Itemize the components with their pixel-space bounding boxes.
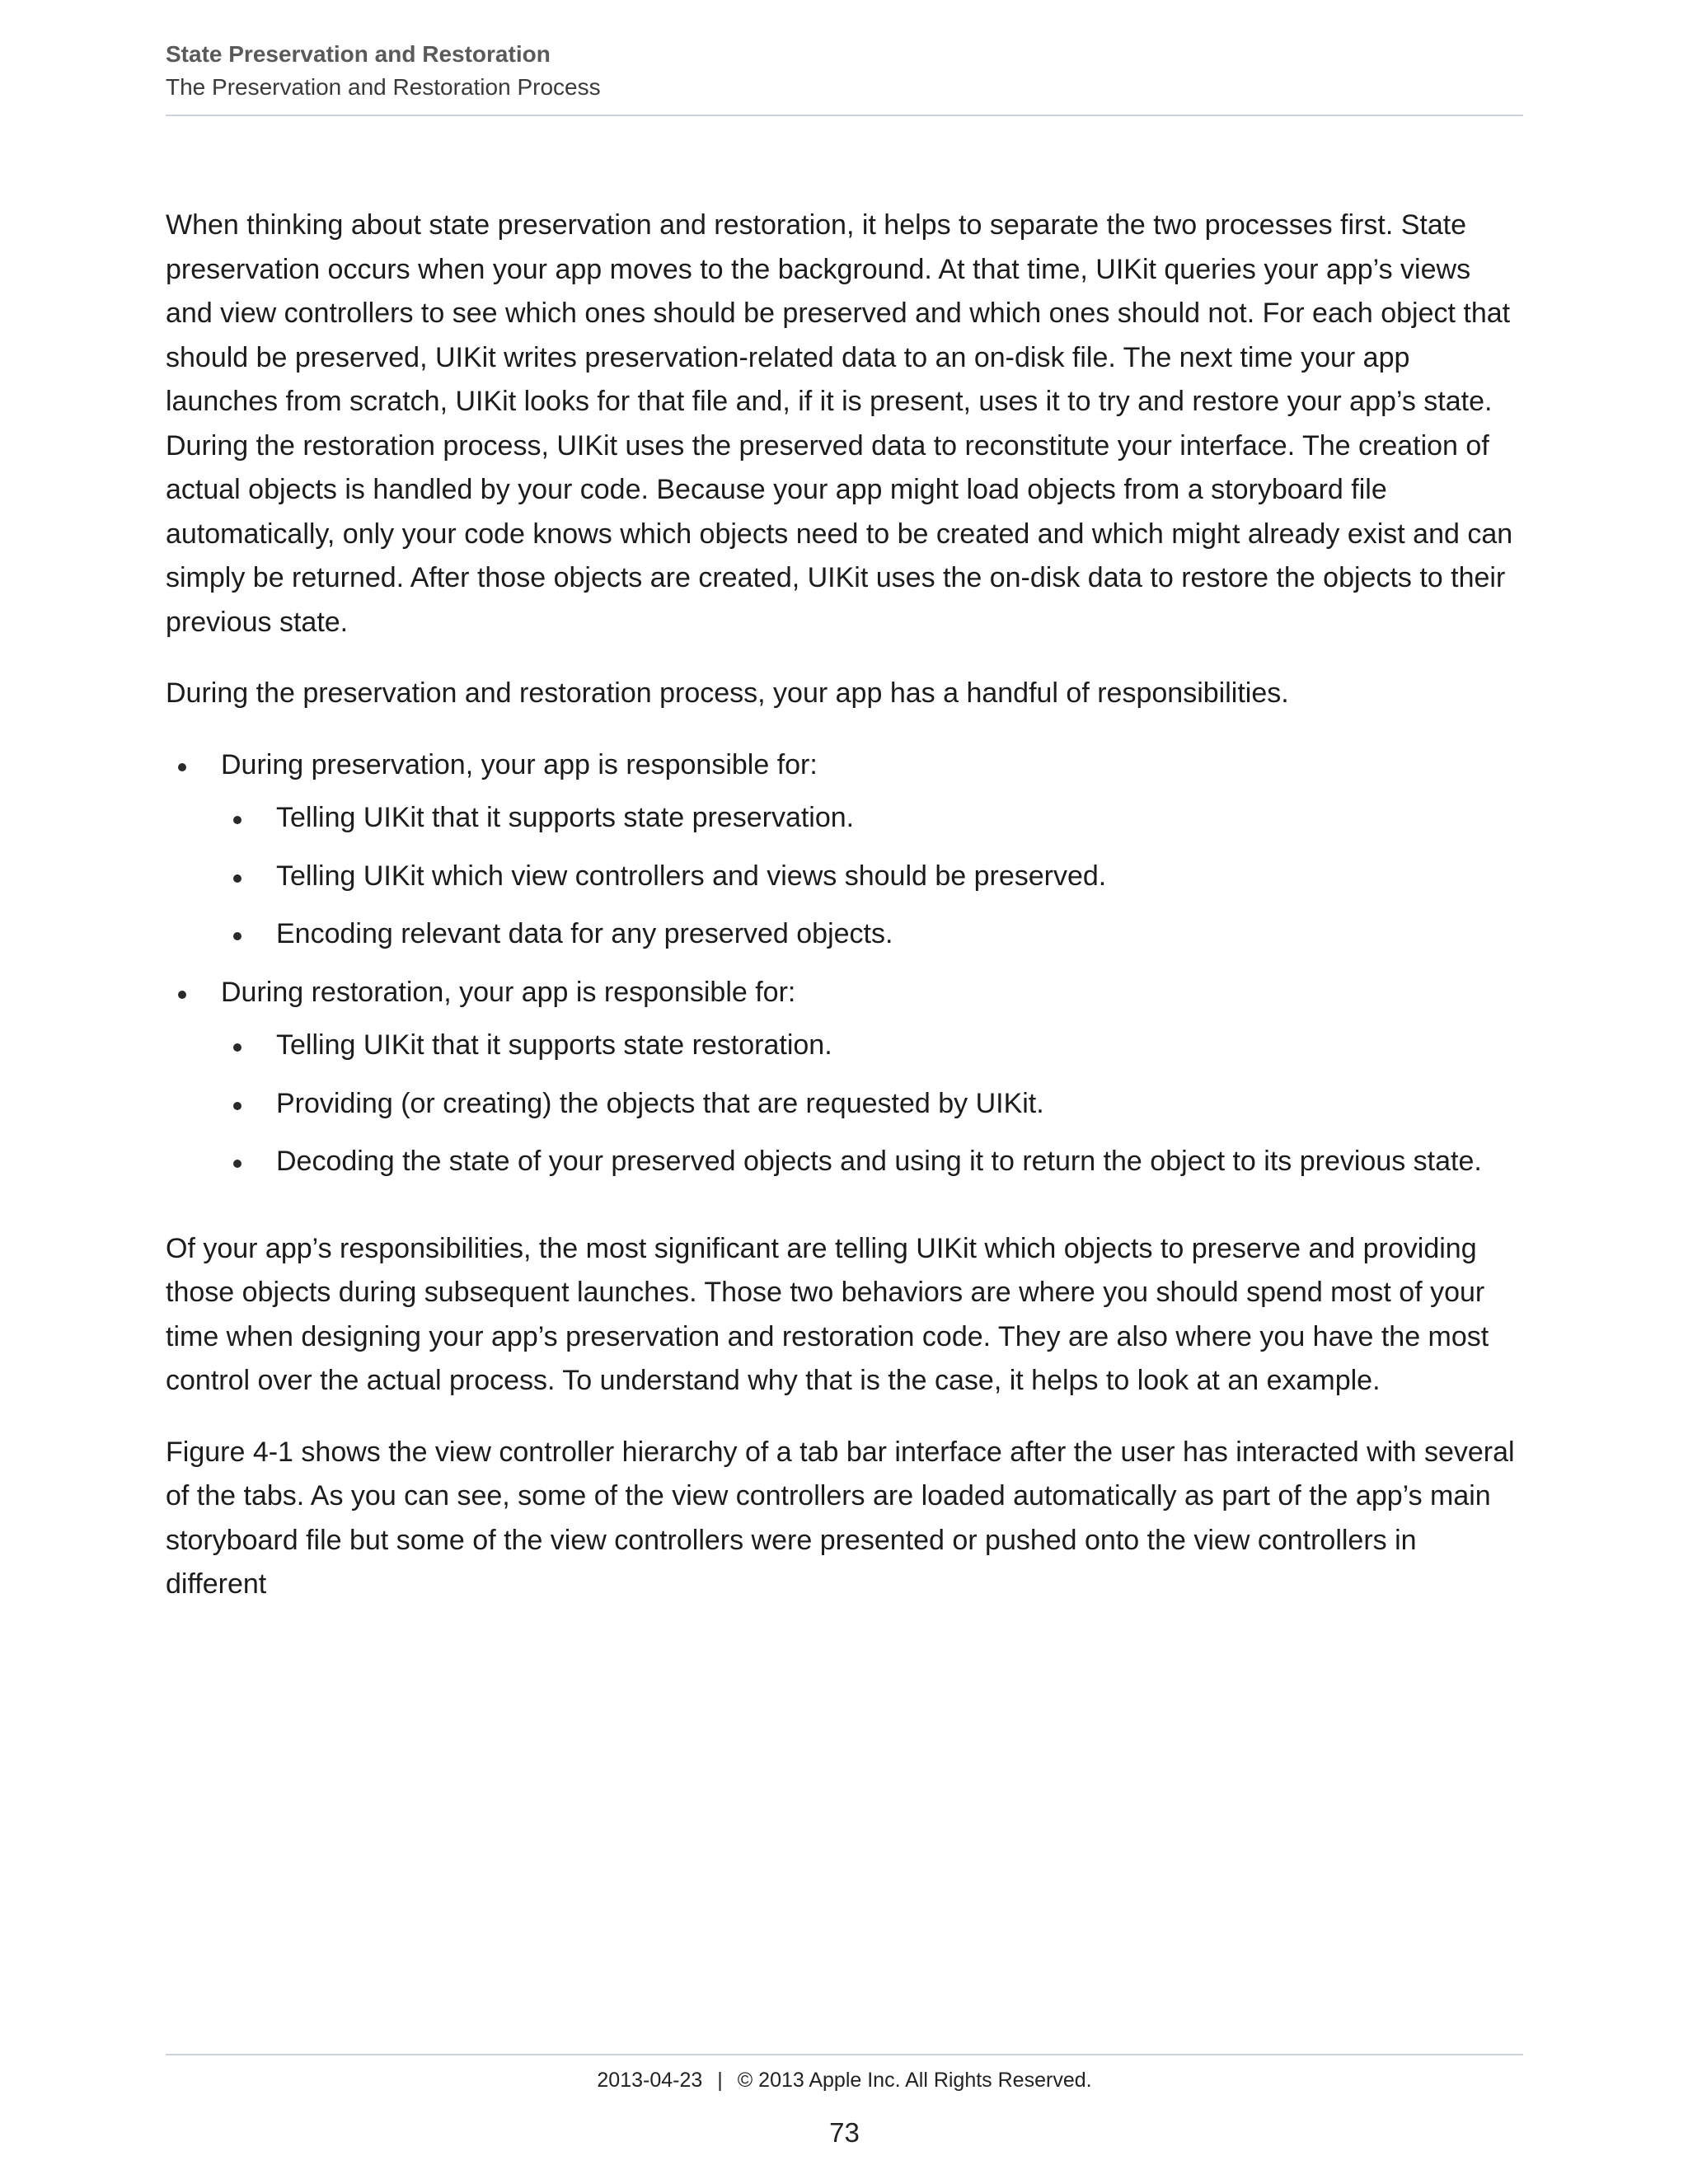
sublist-item [221,1082,1523,1127]
sublist-item-text: Telling UIKit that it supports state preservation. [276,802,855,833]
sublist-item-text: Encoding relevant data for any preserved objects. [276,918,893,949]
sublist-item-text: Telling UIKit that it supports state restoration. [276,1029,832,1061]
bullet-icon [233,1160,241,1168]
restoration-sublist [221,1024,1523,1184]
sublist-item-text: Providing (or creating) the objects that are requested by UIKit. [276,1087,1044,1119]
page-body [166,204,1523,1634]
header-divider [166,115,1523,116]
footer [166,2065,1523,2095]
bullet-icon [178,991,186,999]
responsibilities-list [166,743,1523,1184]
list-item-restoration [166,971,1523,1184]
sublist-item [221,855,1523,899]
chapter-title: State Preservation and Restoration [166,41,551,67]
sublist-item-text: Telling UIKit which view controllers and views should be preserved. [276,860,1107,892]
bullet-icon [233,1043,241,1052]
paragraph-figure-intro: Figure 4-1 shows the view controller hierarchy of a tab bar interface after the user has interacted with several of the tabs. As you can see, some of the view controllers are loaded automatically as part of the app’s main storyboard file but some of the view controllers were presented or pushed onto the view controllers in different [166,1436,1515,1600]
list-item-preservation [166,743,1523,957]
sublist-item [221,1140,1523,1184]
sublist-item [221,796,1523,841]
paragraph-significance: Of your app’s responsibilities, the most significant are telling UIKit which objects to preserve and providing those objects during subsequent launches. Those two behaviors are where you should spend most of your time when designing your app’s preservation and restoration code. They are also where you have the most control over the actual process. To understand why that is the case, it helps to look at an example. [166,1232,1489,1396]
bullet-icon [233,874,241,883]
bullet-icon [233,932,241,940]
footer-separator: | [717,2069,723,2092]
bullet-icon [233,1102,241,1110]
footer-copyright: © 2013 Apple Inc. All Rights Reserved. [737,2069,1092,2092]
bullet-icon [178,763,186,771]
list-item-text: During restoration, your app is responsible for: [221,976,796,1008]
footer-date: 2013-04-23 [597,2069,703,2092]
list-item-text: During preservation, your app is responsible for: [221,748,818,780]
preservation-sublist [221,796,1523,957]
page-number: 73 [829,2117,860,2148]
section-title: The Preservation and Restoration Process [166,74,601,100]
sublist-item [221,912,1523,957]
running-header [166,38,1523,104]
bullet-icon [233,816,241,824]
paragraph-overview: When thinking about state preservation and restoration, it helps to separate the two processes first. State preservation occurs when your app moves to the background. At that time, UIKit queries your app’s views and view controllers to see which ones should be preserved and which ones should not. For each object that should be preserved, UIKit writes preservation-related data to an on-disk file. The next time your app launches from scratch, UIKit looks for that file and, if it is present, uses it to try and restore your app’s state. During the restoration process, UIKit uses the preserved data to reconstitute your interface. The creation of actual objects is handled by your code. Because your app might load objects from a storyboard file automatically, only your code knows which objects need to be created and which might already exist and can simply be returned. After those objects are created, UIKit uses the on-disk data to restore the objects to their previous state. [166,209,1513,638]
sublist-item-text: Decoding the state of your preserved objects and using it to return the object to its previous state. [276,1146,1482,1177]
paragraph-responsibilities-intro: During the preservation and restoration process, your app has a handful of responsibilities. [166,677,1289,709]
sublist-item [221,1024,1523,1068]
footer-divider [166,2054,1523,2055]
